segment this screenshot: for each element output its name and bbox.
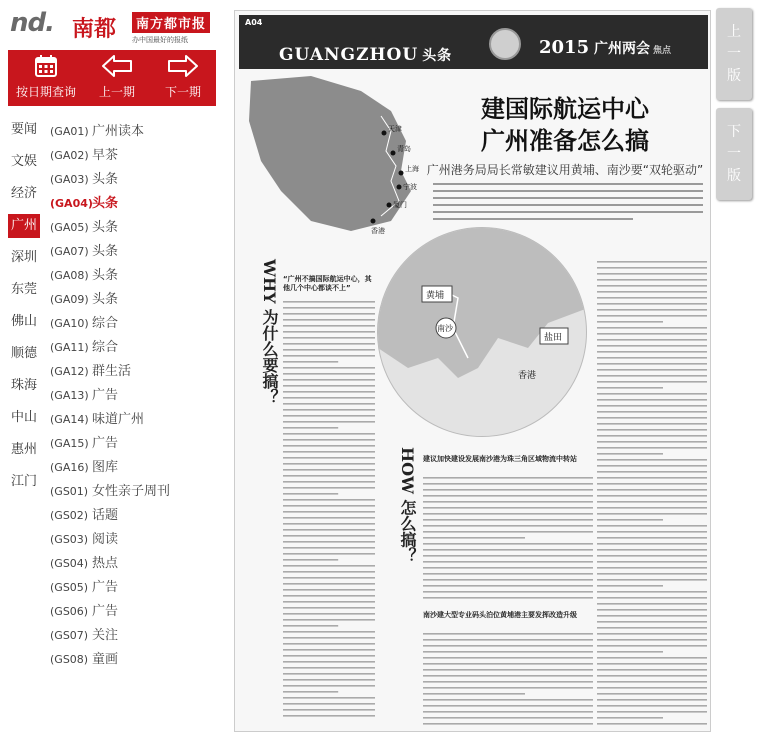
page-name: 热点 (92, 556, 119, 571)
page-name: 头条 (92, 196, 119, 211)
paper-logo (132, 12, 230, 42)
page-name: 早茶 (92, 148, 119, 163)
page-code: (GS03) (50, 533, 89, 546)
page-name: 头条 (92, 292, 119, 307)
page-list-item[interactable] (50, 528, 220, 552)
page-name: 广州读本 (92, 124, 145, 139)
china-map-graphic (241, 71, 427, 251)
page-name: 图库 (92, 460, 119, 475)
page-code: (GA09) (50, 293, 89, 306)
map-label: 青岛 (397, 145, 411, 153)
headline-line: 广州准备怎么搞 (481, 126, 649, 155)
how-section-label: HOW 怎么搞？ (398, 447, 417, 564)
why-section-label: WHY 为什么要搞？ (260, 259, 279, 406)
page-list-item[interactable] (50, 264, 220, 288)
page-list-item[interactable] (50, 240, 220, 264)
page-code: (GS06) (50, 605, 89, 618)
section-tab[interactable]: 顺德 (10, 346, 37, 361)
page-code: (GA12) (50, 365, 89, 378)
page-list-item[interactable] (50, 312, 220, 336)
page-code: (GA10) (50, 317, 89, 330)
next-issue-button[interactable] (150, 50, 216, 106)
why-question: “广州不搞国际航运中心，其他几个中心都谈不上” (283, 275, 372, 292)
headline-line: 建国际航运中心 (481, 94, 649, 123)
page-name: 头条 (92, 244, 119, 259)
page-name: 群生活 (92, 364, 132, 379)
section-tab[interactable]: 中山 (10, 410, 37, 425)
page-list-item[interactable] (50, 600, 220, 624)
page-code: (GA16) (50, 461, 89, 474)
page-list (50, 120, 220, 672)
page-name: 头条 (92, 220, 119, 235)
why-body-graphic (283, 301, 375, 721)
page-name: 广告 (92, 388, 119, 403)
page-code: (GA08) (50, 269, 89, 282)
page-list-item[interactable] (50, 120, 220, 144)
how-point-2: 南沙建大型专业码头泊位黄埔港主要发挥改造升级 (423, 611, 577, 619)
page-list-item[interactable] (50, 480, 220, 504)
page-code: (GA13) (50, 389, 89, 402)
newspaper-subheadline: 广州港务局局长常敏建议用黄埔、南沙要“双轮驱动” (426, 163, 704, 177)
circle-map-label: 盐田 (544, 333, 563, 343)
page-list-item[interactable] (50, 576, 220, 600)
page-list-item[interactable] (50, 408, 220, 432)
page-code: (GA01) (50, 125, 89, 138)
section-tab[interactable]: 东莞 (10, 282, 37, 297)
map-label: 宁波 (403, 183, 417, 191)
page-list-item[interactable] (50, 216, 220, 240)
page-code: (GS01) (50, 485, 89, 498)
sidebar-column-graphic (597, 261, 707, 729)
page-list-item[interactable] (50, 336, 220, 360)
delta-map-graphic (378, 228, 587, 437)
page-name: 头条 (92, 172, 119, 187)
page-name: 广告 (92, 436, 119, 451)
national-emblem-icon (489, 28, 521, 60)
page-list-item[interactable] (50, 552, 220, 576)
nd-logo-text: nd. (10, 8, 54, 38)
next-page-label: 下 一 版 (727, 124, 741, 184)
page-name: 阅读 (92, 532, 119, 547)
map-label: 天津 (388, 125, 402, 133)
page-code: (GS08) (50, 653, 89, 666)
issue-nav-bar (8, 50, 216, 106)
page-list-item[interactable] (50, 648, 220, 672)
page-list-item[interactable] (50, 504, 220, 528)
page-list-item[interactable] (50, 384, 220, 408)
date-query-label: 按日期查询 (15, 85, 76, 99)
page-code: (GA15) (50, 437, 89, 450)
page-code: (GA11) (50, 341, 89, 354)
circle-map-label: 南沙 (437, 324, 453, 333)
masthead-en: GUANGZHOU (279, 45, 419, 65)
section-tab[interactable]: 经济 (10, 186, 37, 201)
page-name: 味道广州 (92, 412, 145, 427)
masthead-cn: 头条 (422, 48, 453, 64)
prev-issue-label: 上一期 (98, 85, 135, 99)
nandu-logo[interactable] (10, 8, 126, 42)
page-name: 综合 (92, 340, 119, 355)
prev-page-button[interactable] (716, 8, 752, 100)
section-tab[interactable]: 惠州 (10, 442, 37, 457)
lead-paragraph-graphic (433, 181, 703, 229)
newspaper-page-image[interactable] (234, 10, 711, 732)
next-issue-label: 下一期 (164, 85, 201, 99)
page-list-item[interactable] (50, 144, 220, 168)
page-name: 童画 (92, 652, 119, 667)
delta-map-circle (377, 227, 587, 437)
page-list-item[interactable] (50, 456, 220, 480)
arrow-left-icon (101, 53, 133, 79)
prev-issue-button[interactable] (84, 50, 150, 106)
section-tab[interactable]: 江门 (10, 474, 37, 489)
page-name: 女性亲子周刊 (92, 484, 171, 499)
section-tab[interactable]: 深圳 (10, 250, 37, 265)
map-label: 厦门 (393, 201, 407, 209)
section-tab[interactable]: 要闻 (10, 122, 37, 137)
newspaper-headline (425, 93, 705, 157)
paper-name: 南方都市报 (132, 12, 210, 33)
page-code: (GA07) (50, 245, 89, 258)
page-code: (GS04) (50, 557, 89, 570)
event-year: 2015 (539, 37, 590, 58)
circle-map-label: 香港 (518, 371, 537, 381)
page-name: 广告 (92, 580, 119, 595)
page-code: (GA03) (50, 173, 89, 186)
section-tab[interactable]: 珠海 (10, 378, 37, 393)
section-tab-active[interactable]: 广州 (8, 214, 40, 238)
newspaper-page-number: A04 (245, 18, 263, 27)
page-list-item[interactable] (50, 432, 220, 456)
how-point-1: 建议加快建设发展南沙港为珠三角区域物流中转站 (423, 455, 577, 463)
page-code: (GA02) (50, 149, 89, 162)
arrow-right-icon (167, 53, 199, 79)
event-tag: 焦点 (652, 46, 671, 56)
section-list (8, 118, 40, 502)
page-code: (GA04) (50, 197, 93, 210)
page-code: (GA14) (50, 413, 89, 426)
map-label: 上海 (405, 165, 419, 173)
date-query-button[interactable] (8, 50, 84, 106)
how-body-graphic-2 (423, 633, 593, 729)
circle-map-label: 黄埔 (426, 291, 445, 301)
section-tab[interactable]: 佛山 (10, 314, 37, 329)
paper-slogan: 办中国最好的报纸 (132, 36, 188, 44)
section-tab[interactable]: 文娱 (10, 154, 37, 169)
next-page-button[interactable] (716, 108, 752, 200)
page-list-item[interactable] (50, 192, 220, 216)
how-body-graphic (423, 477, 593, 607)
newspaper-masthead (239, 15, 708, 69)
page-code: (GA05) (50, 221, 89, 234)
event-banner (539, 37, 671, 58)
nandu-logo-cn: 南都 (72, 17, 117, 42)
page-name: 综合 (92, 316, 119, 331)
prev-page-label: 上 一 版 (727, 24, 741, 84)
page-name: 关注 (92, 628, 119, 643)
page-code: (GS07) (50, 629, 89, 642)
page-code: (GS02) (50, 509, 89, 522)
page-list-item[interactable] (50, 168, 220, 192)
calendar-icon (35, 53, 57, 79)
page-name: 广告 (92, 604, 119, 619)
masthead-title (279, 45, 452, 65)
page-list-item[interactable] (50, 288, 220, 312)
event-name: 广州两会 (593, 41, 650, 57)
map-label: 香港 (371, 227, 385, 235)
page-code: (GS05) (50, 581, 89, 594)
page-name: 话题 (92, 508, 119, 523)
page-name: 头条 (92, 268, 119, 283)
page-list-item[interactable] (50, 360, 220, 384)
page-list-item[interactable] (50, 624, 220, 648)
